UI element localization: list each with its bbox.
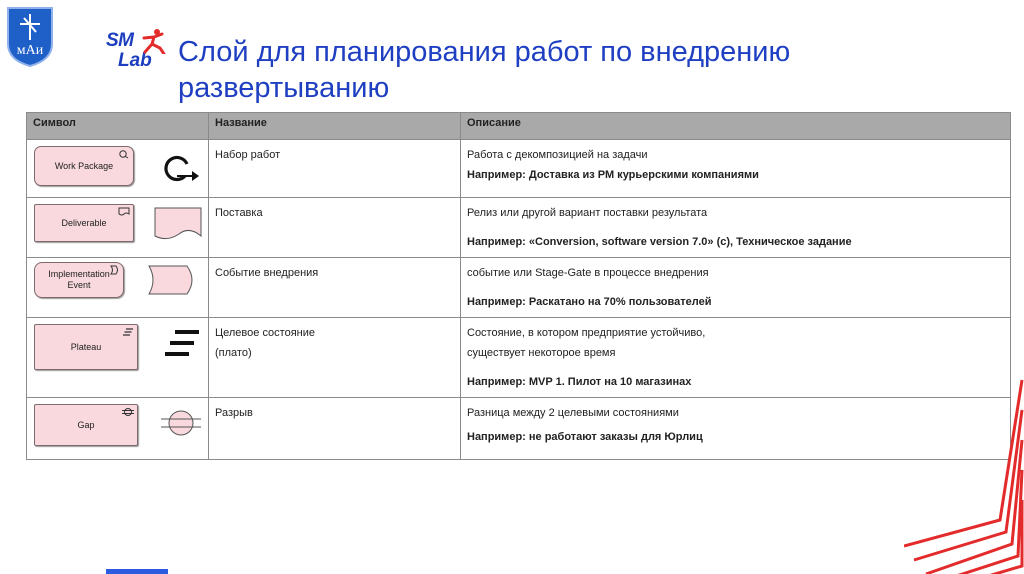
- smlab-logo: [104, 28, 170, 74]
- name-text: Набор работ: [215, 149, 281, 161]
- description-cell: [461, 258, 1011, 318]
- name-cell: [209, 398, 461, 460]
- name-text: Поставка: [215, 207, 263, 219]
- symbol-cell: [27, 140, 209, 198]
- table-row: [27, 318, 1011, 398]
- mini-deliverable-icon: [118, 207, 130, 217]
- description-text: Состояние, в котором предприятие устойчиво,: [467, 327, 706, 339]
- running-figure-icon: [140, 28, 168, 54]
- mai-logo: [4, 4, 56, 68]
- name-text: Разрыв: [215, 407, 253, 419]
- element-label: Work Package: [54, 160, 114, 171]
- implementation-event-element: [34, 262, 124, 298]
- symbols-table-container: [26, 112, 1010, 460]
- gap-icon: [159, 408, 203, 438]
- deliverable-element: [34, 204, 134, 242]
- element-label: Deliverable: [61, 217, 107, 228]
- example-text: Например: «Conversion, software version 7.0» (c), Техническое задание: [467, 236, 852, 248]
- page-title-line1: Слой для планирования работ по внедрению: [178, 36, 791, 68]
- symbols-table: [26, 112, 1011, 460]
- description-text: событие или Stage-Gate в процессе внедрения: [467, 267, 709, 279]
- smlab-logo-lab: Lab: [118, 50, 152, 71]
- name-text-secondary: (плато): [215, 347, 252, 359]
- deliverable-icon: [153, 206, 203, 242]
- description-text: Разница между 2 целевыми состояниями: [467, 407, 679, 419]
- table-header-row: [27, 113, 1011, 140]
- plateau-element: [34, 324, 138, 370]
- smlab-logo-sm: SM: [106, 30, 134, 51]
- mai-logo-text: мАи: [16, 43, 44, 58]
- element-label: Implementation Event: [48, 269, 110, 290]
- name-cell: [209, 140, 461, 198]
- name-cell: [209, 318, 461, 398]
- table-row: [27, 398, 1011, 460]
- page-title: [178, 34, 938, 106]
- mini-plateau-icon: [122, 327, 134, 337]
- gap-element: [34, 404, 138, 446]
- example-text: Например: Доставка из РМ курьерскими компаниями: [467, 169, 759, 181]
- column-header-symbol: Символ: [27, 113, 209, 140]
- column-header-description: Описание: [461, 113, 1011, 140]
- table-row: [27, 140, 1011, 198]
- table-row: [27, 258, 1011, 318]
- name-text: Целевое состояние: [215, 327, 316, 339]
- example-text: Например: MVP 1. Пилот на 10 магазинах: [467, 376, 692, 388]
- description-cell: [461, 198, 1011, 258]
- name-text: Событие внедрения: [215, 267, 319, 279]
- symbol-cell: [27, 398, 209, 460]
- description-cell: [461, 140, 1011, 198]
- name-cell: [209, 258, 461, 318]
- plateau-icon: [163, 328, 203, 360]
- mini-work-package-icon: [118, 149, 130, 161]
- description-text-secondary: существует некоторое время: [467, 347, 616, 359]
- page-title-line2: развертыванию: [178, 72, 390, 104]
- name-cell: [209, 198, 461, 258]
- mini-gap-icon: [122, 407, 134, 417]
- work-package-element: [34, 146, 134, 186]
- description-text: Релиз или другой вариант поставки результата: [467, 207, 708, 219]
- column-header-name: Название: [209, 113, 461, 140]
- element-label: Plateau: [70, 341, 102, 352]
- symbol-cell: [27, 198, 209, 258]
- example-text: Например: Раскатано на 70% пользователей: [467, 296, 712, 308]
- implementation-event-icon: [147, 264, 201, 296]
- symbol-cell: [27, 258, 209, 318]
- footer-accent-line: [106, 569, 168, 574]
- element-label: Gap: [77, 419, 95, 430]
- example-text: Например: не работают заказы для Юрлиц: [467, 431, 703, 443]
- symbol-cell: [27, 318, 209, 398]
- mini-event-icon: [110, 265, 120, 275]
- work-package-icon: [161, 152, 203, 184]
- red-stripes-decoration: [904, 370, 1024, 574]
- description-text: Работа с декомпозицией на задачи: [467, 149, 648, 161]
- table-row: [27, 198, 1011, 258]
